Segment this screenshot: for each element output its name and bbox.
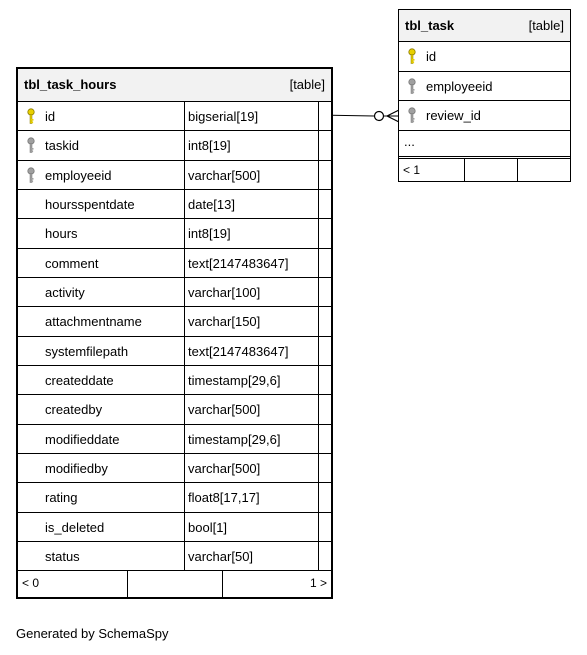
- children-count: < 0: [22, 576, 40, 590]
- children-count: < 1: [403, 163, 421, 177]
- column-name: attachmentname: [45, 314, 142, 330]
- footer-cell-middle: [128, 571, 223, 597]
- column-divider: [318, 102, 319, 571]
- column-name: createdby: [45, 402, 103, 418]
- foreign-key-icon: [26, 137, 36, 154]
- column-row-rating[interactable]: [18, 483, 331, 512]
- column-name: hours: [45, 226, 78, 242]
- footer-cell-parents: [223, 571, 331, 597]
- more-columns-row: [399, 131, 570, 157]
- column-type: varchar[500]: [188, 167, 261, 183]
- column-type: varchar[50]: [188, 548, 254, 564]
- table-tbl-task[interactable]: [398, 9, 571, 182]
- column-name: modifiedby: [45, 460, 108, 476]
- column-type: int8[19]: [188, 138, 231, 154]
- column-row-attachmentname[interactable]: [18, 307, 331, 336]
- zero-cardinality-circle: [375, 112, 384, 121]
- table-footer: [18, 570, 331, 597]
- column-row-employeeid[interactable]: [399, 72, 570, 102]
- table-name[interactable]: tbl_task_hours: [24, 77, 117, 92]
- column-type: bool[1]: [188, 519, 228, 535]
- column-type: bigserial[19]: [188, 109, 259, 124]
- table-name[interactable]: tbl_task: [405, 18, 455, 33]
- footer-cell-middle: [465, 159, 518, 181]
- column-divider: [184, 102, 185, 571]
- generated-by-caption: Generated by SchemaSpy: [16, 626, 169, 641]
- column-type: varchar[100]: [188, 284, 261, 300]
- column-type: int8[19]: [188, 226, 231, 242]
- column-type: varchar[500]: [188, 402, 261, 418]
- column-row-comment[interactable]: [18, 249, 331, 278]
- column-name: systemfilepath: [45, 343, 129, 359]
- table-type-label: [table]: [289, 77, 325, 92]
- column-name: comment: [45, 255, 99, 271]
- column-type: text[2147483647]: [188, 343, 289, 359]
- column-type: text[2147483647]: [188, 255, 289, 271]
- primary-key-icon: [407, 48, 417, 65]
- column-name: is_deleted: [45, 519, 105, 535]
- foreign-key-icon: [26, 167, 36, 184]
- column-list: [18, 102, 331, 571]
- column-row-createddate[interactable]: [18, 366, 331, 395]
- column-name: activity: [45, 284, 85, 300]
- column-list: [399, 42, 570, 131]
- more-columns-ellipsis: ...: [404, 134, 415, 149]
- foreign-key-icon: [407, 78, 417, 95]
- column-row-activity[interactable]: [18, 278, 331, 307]
- column-row-review-id[interactable]: [399, 101, 570, 131]
- footer-cell-children: [18, 571, 128, 597]
- table-type-label: [table]: [528, 18, 564, 33]
- footer-cell-parents: [518, 159, 570, 181]
- column-type: timestamp[29,6]: [188, 431, 281, 447]
- table-header: [399, 10, 570, 42]
- column-type: date[13]: [188, 196, 235, 212]
- column-row-taskid[interactable]: [18, 131, 331, 160]
- column-name: status: [45, 548, 80, 564]
- column-name: review_id: [426, 108, 481, 123]
- column-name: createddate: [45, 372, 114, 388]
- column-name: id: [426, 49, 437, 64]
- foreign-key-icon: [407, 107, 417, 124]
- column-row-hoursspentdate[interactable]: [18, 190, 331, 219]
- table-tbl-task-hours[interactable]: [16, 67, 333, 599]
- column-name: employeeid: [45, 167, 112, 183]
- column-name: hoursspentdate: [45, 196, 135, 212]
- column-row-systemfilepath[interactable]: [18, 337, 331, 366]
- column-row-id[interactable]: [399, 42, 570, 72]
- column-name: rating: [45, 490, 78, 506]
- primary-key-icon: [26, 108, 36, 125]
- column-row-id[interactable]: [18, 102, 331, 131]
- column-row-createdby[interactable]: [18, 395, 331, 424]
- table-header: [18, 69, 331, 102]
- column-row-modifiedby[interactable]: [18, 454, 331, 483]
- column-type: timestamp[29,6]: [188, 372, 281, 388]
- column-row-status[interactable]: [18, 542, 331, 571]
- column-name: modifieddate: [45, 431, 120, 447]
- footer-cell-children: [399, 159, 465, 181]
- column-row-modifieddate[interactable]: [18, 425, 331, 454]
- column-type: float8[17,17]: [188, 490, 260, 506]
- column-type: varchar[150]: [188, 314, 261, 330]
- column-type: varchar[500]: [188, 460, 261, 476]
- column-name: taskid: [45, 138, 79, 154]
- column-row-is-deleted[interactable]: [18, 513, 331, 542]
- table-footer: [399, 158, 570, 181]
- column-name: id: [45, 109, 56, 124]
- column-row-hours[interactable]: [18, 219, 331, 248]
- column-row-employeeid[interactable]: [18, 161, 331, 190]
- column-name: employeeid: [426, 78, 493, 94]
- parents-count: 1 >: [309, 576, 327, 590]
